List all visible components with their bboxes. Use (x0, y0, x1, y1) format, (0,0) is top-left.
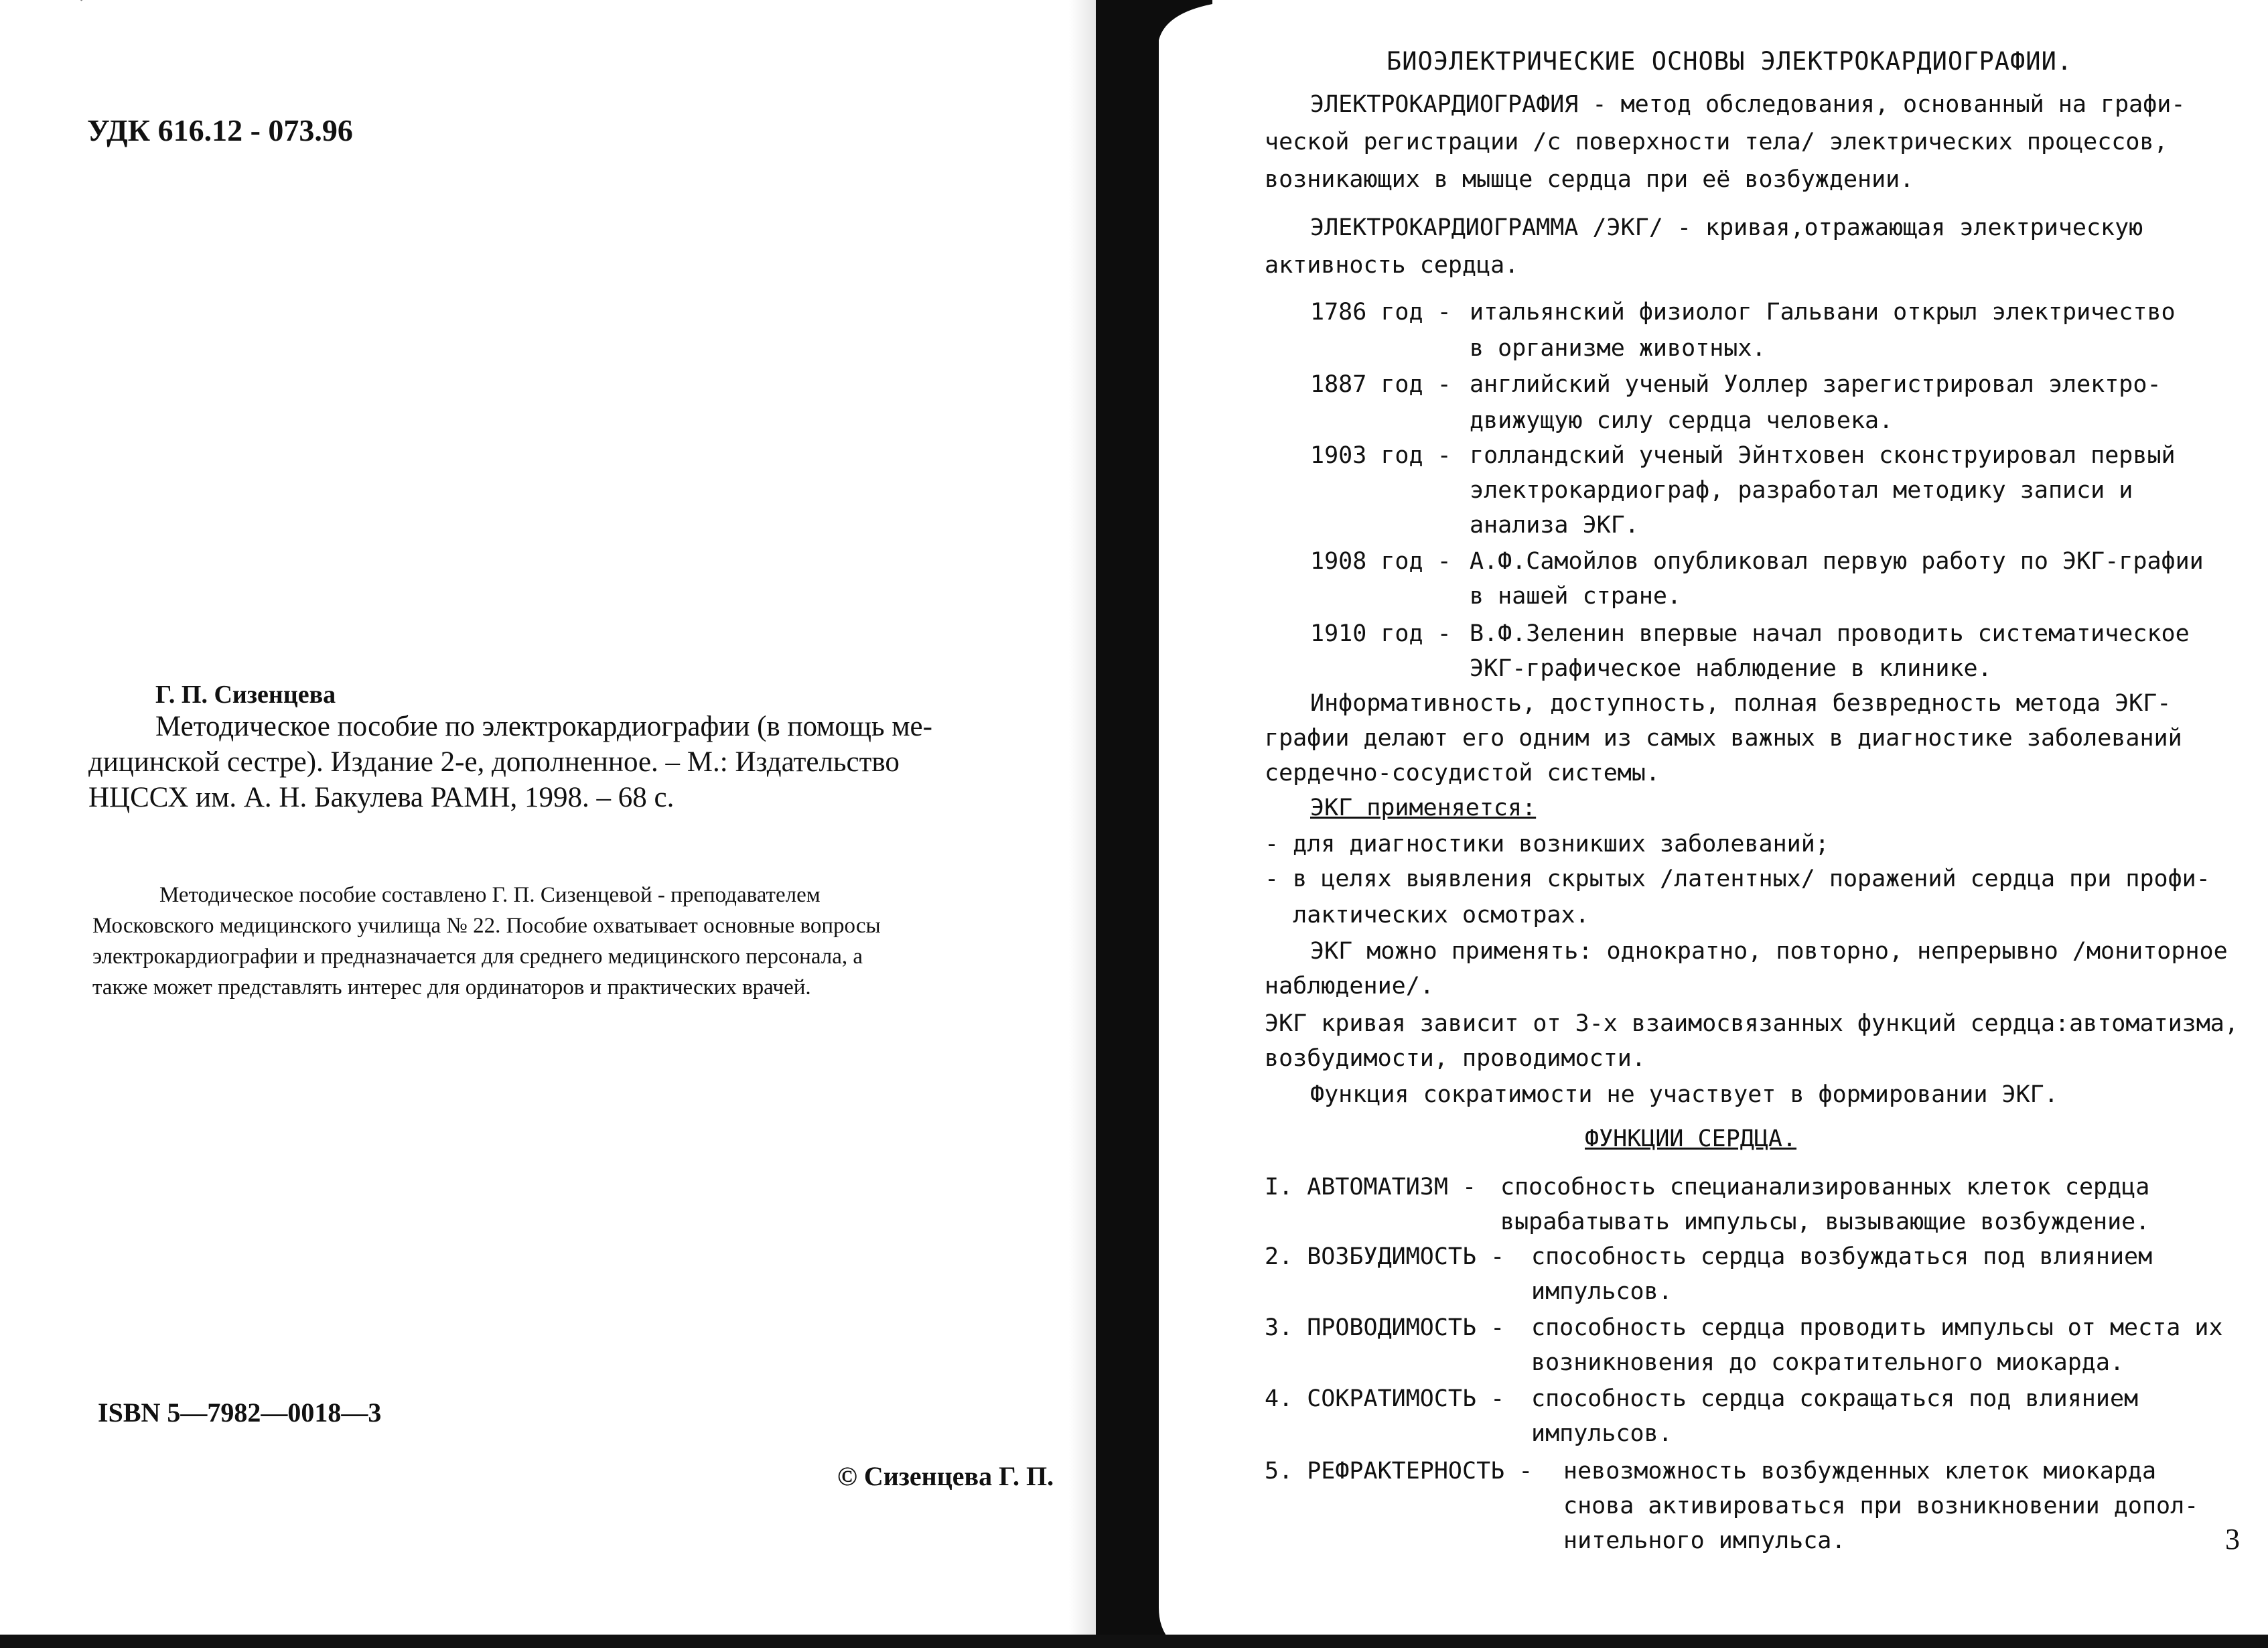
author-name: Г. П. Сизенцева (155, 681, 336, 709)
history-text: итальянский физиолог Гальвани открыл электричество (1470, 299, 2176, 326)
history-text: В.Ф.Зеленин впервые начал проводить систематическое (1470, 620, 2190, 647)
function-term: 5. РЕФРАКТЕРНОСТЬ - (1265, 1458, 1533, 1485)
history-year: 1903 год - (1310, 442, 1451, 469)
function-text: импульсов. (1531, 1278, 1673, 1305)
functions-heading: ФУНКЦИИ СЕРДЦА. (1585, 1125, 1797, 1152)
function-text: невозможность возбужденных клеток миокарда (1563, 1458, 2157, 1485)
bib-line: Методическое пособие по электрокардиографии (в помощь ме- (155, 711, 932, 742)
annotation (92, 880, 1072, 1003)
text-line: активность сердца. (1265, 252, 1519, 279)
history-text: анализа ЭКГ. (1470, 512, 1639, 539)
history-year: 1908 год - (1310, 548, 1451, 575)
history-text: голландский ученый Эйнтховен сконструировал первый (1470, 442, 2176, 469)
copyright: © Сизенцева Г. П. (837, 1461, 1054, 1491)
text-line: наблюдение/. (1265, 973, 1434, 1000)
text-line: ческой регистрации /с поверхности тела/ электрических процессов, (1265, 129, 2168, 155)
text-line: возникающих в мышце сердца при её возбуждении. (1265, 166, 1914, 193)
text-line: возбудимости, проводимости. (1265, 1045, 1646, 1072)
history-text: ЭКГ-графическое наблюдение в клинике. (1470, 655, 1992, 682)
history-text: А.Ф.Самойлов опубликовал первую работу по ЭКГ-графии (1470, 548, 2204, 575)
function-text: возникновения до сократительного миокарда. (1531, 1349, 2125, 1376)
text-line: ЭКГ можно применять: однократно, повторно, непрерывно /мониторное (1310, 938, 2228, 965)
text-line: ЭКГ кривая зависит от 3-х взаимосвязанных функций сердца:автоматизма, (1265, 1010, 2239, 1037)
history-year: 1910 год - (1310, 620, 1451, 647)
bib-line: НЦССХ им. А. Н. Бакулева РАМН, 1998. – 68 с. (88, 782, 675, 813)
text-line: Функция сократимости не участвует в формировании ЭКГ. (1310, 1081, 2058, 1108)
list-item: лактических осмотрах. (1265, 902, 1589, 929)
usage-heading: ЭКГ применяется: (1310, 795, 1537, 821)
text-line: ЭЛЕКТРОКАРДИОГРАММА /ЭКГ/ - кривая,отражающая электрическую (1310, 214, 2143, 241)
list-item: - для диагностики возникших заболеваний; (1265, 831, 1829, 857)
annotation-line: Методическое пособие составлено Г. П. Сизенцевой - преподавателем (159, 883, 821, 907)
function-text: снова активироваться при возникновении допол- (1563, 1493, 2199, 1519)
function-text: вырабатывать импульсы, вызывающие возбуждение. (1500, 1209, 2150, 1235)
function-text: способность сердца проводить импульсы от места их (1531, 1314, 2223, 1341)
book-spine (1096, 0, 1144, 1648)
function-term: 3. ПРОВОДИМОСТЬ - (1265, 1314, 1505, 1341)
history-text: английский ученый Уоллер зарегистрировал электро- (1470, 371, 2161, 398)
page-title: БИОЭЛЕКТРИЧЕСКИЕ ОСНОВЫ ЭЛЕКТРОКАРДИОГРАФИИ. (1387, 47, 2073, 76)
annotation-line: электрокардиографии и предназначается для среднего медицинского персонала, а (92, 945, 863, 969)
history-year: 1786 год - (1310, 299, 1451, 326)
annotation-line: также может представлять интерес для ординаторов и практических врачей. (92, 975, 811, 1000)
bibliographic-description (88, 709, 1068, 815)
function-text: способность специанализированных клеток сердца (1500, 1174, 2150, 1200)
function-text: способность сердца сокращаться под влиянием (1531, 1385, 2139, 1412)
history-year: 1887 год - (1310, 371, 1451, 398)
history-text: в организме животных. (1470, 335, 1766, 362)
function-term: I. АВТОМАТИЗМ - (1265, 1174, 1477, 1200)
function-term: 2. ВОЗБУДИМОСТЬ - (1265, 1243, 1505, 1270)
history-text: электрокардиограф, разработал методику записи и (1470, 477, 2133, 504)
text-line: графии делают его одним из самых важных в диагностике заболеваний (1265, 725, 2182, 752)
history-text: движущую силу сердца человека. (1470, 407, 1894, 434)
text-line: Информативность, доступность, полная безвредность метода ЭКГ- (1310, 690, 2172, 717)
scan-bottom-edge (0, 1635, 2268, 1648)
left-page (0, 0, 1098, 1648)
list-item: - в целях выявления скрытых /латентных/ поражений сердца при профи- (1265, 866, 2210, 892)
function-text: способность сердца возбуждаться под влиянием (1531, 1243, 2153, 1270)
page-number: 3 (2225, 1523, 2240, 1556)
function-term: 4. СОКРАТИМОСТЬ - (1265, 1385, 1505, 1412)
function-text: нительного импульса. (1563, 1527, 1846, 1554)
pen-mark (80, 0, 147, 32)
function-text: импульсов. (1531, 1420, 1673, 1447)
isbn: ISBN 5—7982—0018—3 (98, 1397, 382, 1428)
udk-code: УДК 616.12 - 073.96 (87, 113, 353, 147)
bib-line: дицинской сестре). Издание 2-е, дополненное. – М.: Издательство (88, 746, 900, 778)
history-text: в нашей стране. (1470, 583, 1682, 610)
text-line: сердечно-сосудистой системы. (1265, 760, 1660, 786)
text-line: ЭЛЕКТРОКАРДИОГРАФИЯ - метод обследования, основанный на графи- (1310, 91, 2186, 118)
annotation-line: Московского медицинского училища № 22. Пособие охватывает основные вопросы (92, 914, 881, 938)
right-page (1139, 0, 2268, 1648)
